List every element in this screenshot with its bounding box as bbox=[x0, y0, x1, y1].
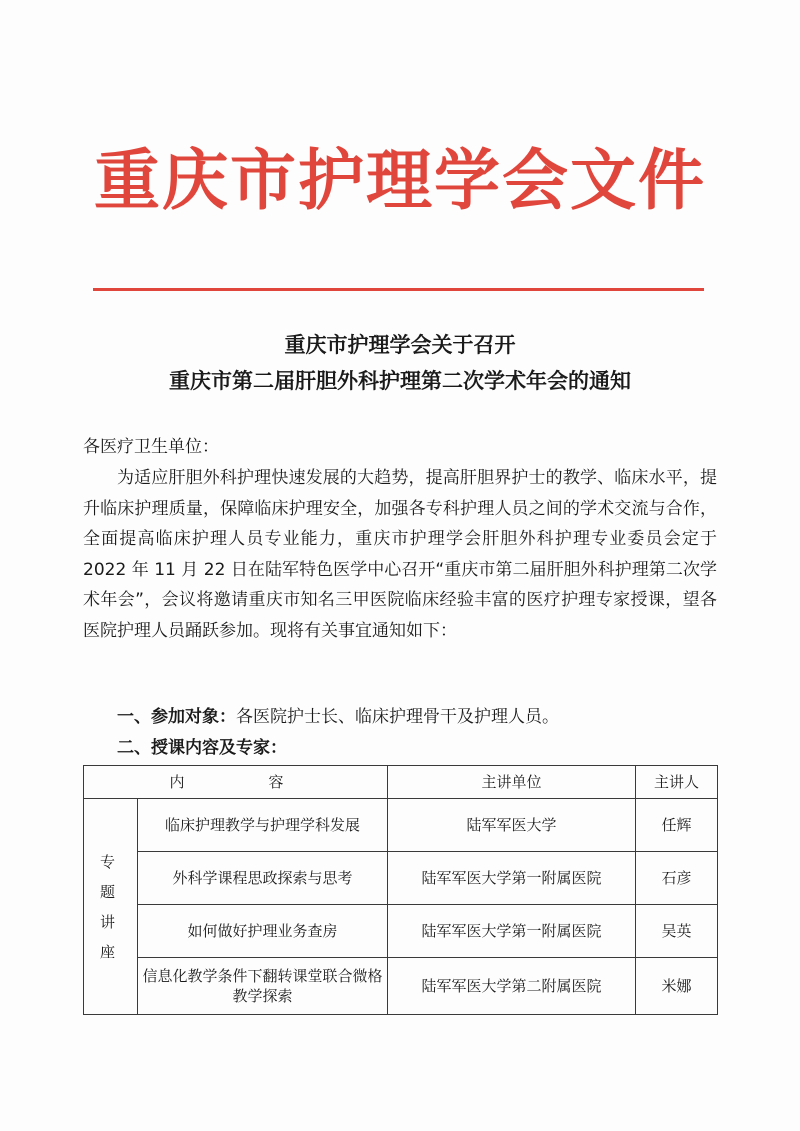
category-line-1: 专 题 bbox=[99, 852, 121, 901]
salutation: 各医疗卫生单位： bbox=[83, 437, 219, 457]
masthead-title: 重庆市护理学会文件 bbox=[94, 141, 706, 219]
notice-title-line-1: 重庆市护理学会关于召开 bbox=[284, 333, 516, 357]
section-attendees-text: 各医院护士长、临床护理骨干及护理人员。 bbox=[236, 707, 559, 727]
unit-cell: 陆军军医大学第二附属医院 bbox=[388, 958, 636, 1015]
section-attendees bbox=[117, 702, 751, 732]
unit-cell: 陆军军医大学 bbox=[388, 799, 636, 852]
speaker-cell: 米娜 bbox=[636, 958, 718, 1015]
table-row bbox=[84, 905, 718, 958]
category-line-2: 讲 座 bbox=[99, 912, 121, 961]
topic-cell: 如何做好护理业务查房 bbox=[138, 905, 388, 958]
topic-cell: 外科学课程思政探索与思考 bbox=[138, 852, 388, 905]
section-courses-heading: 二、授课内容及专家： bbox=[117, 738, 287, 758]
body-paragraph: 为适应肝胆外科护理快速发展的大趋势，提高肝胆界护士的教学、临床水平，提升临床护理质量，保障临床护理安全，加强各专科护理人员之间的学术交流与合作，全面提高临床护理人员专业能力，重庆市护理学会肝胆外科护理专业委员会定于 2022 年 11 月 22 日在陆军特色医学中心召开“重庆市第二届肝胆外科护理第二次学术年会”，会议将邀请重庆市知名三甲医院临床经验丰富的医疗护理专家授课，望各医院护理人员踊跃参加。现将有关事宜通知如下： bbox=[83, 468, 717, 641]
course-table bbox=[83, 765, 718, 1015]
section-attendees-label: 一、参加对象： bbox=[117, 707, 236, 727]
header-speaker: 主讲人 bbox=[636, 766, 718, 799]
speaker-cell: 任辉 bbox=[636, 799, 718, 852]
speaker-cell: 吴英 bbox=[636, 905, 718, 958]
notice-title-line-2: 重庆市第二届肝胆外科护理第二次学术年会的通知 bbox=[169, 369, 631, 393]
table-header-row bbox=[84, 766, 718, 799]
topic-cell: 信息化教学条件下翻转课堂联合微格教学探索 bbox=[138, 958, 388, 1015]
category-cell bbox=[84, 799, 138, 1015]
header-content bbox=[84, 766, 388, 799]
header-unit: 主讲单位 bbox=[388, 766, 636, 799]
masthead-divider bbox=[93, 288, 704, 291]
table-row bbox=[84, 799, 718, 852]
table-row bbox=[84, 852, 718, 905]
unit-cell: 陆军军医大学第一附属医院 bbox=[388, 852, 636, 905]
unit-cell: 陆军军医大学第一附属医院 bbox=[388, 905, 636, 958]
table-row bbox=[84, 958, 718, 1015]
topic-cell: 临床护理教学与护理学科发展 bbox=[138, 799, 388, 852]
speaker-cell: 石彦 bbox=[636, 852, 718, 905]
header-content-label: 内 容 bbox=[169, 773, 302, 791]
